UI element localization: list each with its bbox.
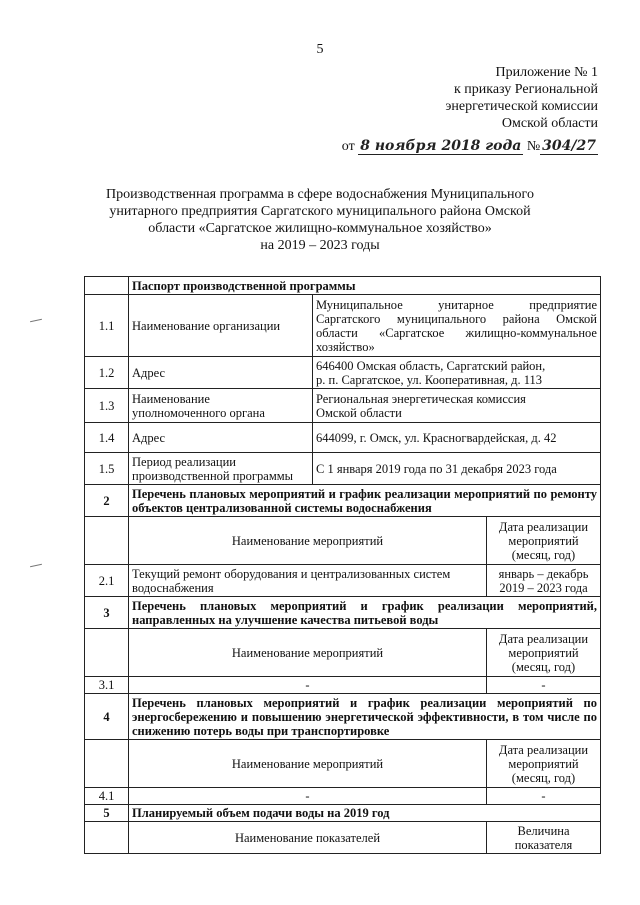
row-label xyxy=(129,389,313,423)
table-cell xyxy=(85,822,129,854)
row-name: - xyxy=(129,788,487,805)
row-number: 2.1 xyxy=(85,565,129,597)
order-prefix: от xyxy=(341,139,355,154)
table-cell xyxy=(85,740,129,788)
row-date: - xyxy=(487,677,601,694)
row-label-line: производственной программы xyxy=(132,468,294,483)
row-value xyxy=(313,357,601,389)
row-number: 1.2 xyxy=(85,357,129,389)
section-number: 3 xyxy=(85,597,129,629)
row-number: 1.3 xyxy=(85,389,129,423)
column-header-row xyxy=(85,822,601,854)
column-header-line: Дата реализации xyxy=(498,631,589,646)
row-label xyxy=(129,453,313,485)
column-header-name: Наименование мероприятий xyxy=(129,740,487,788)
column-header-name: Наименование мероприятий xyxy=(129,517,487,565)
section-header-row xyxy=(85,485,601,517)
row-date xyxy=(487,565,601,597)
row-value-line: Омской области xyxy=(316,405,402,420)
row-date: - xyxy=(487,788,601,805)
table-cell xyxy=(85,517,129,565)
section-title: Перечень плановых мероприятий и график реализации мероприятий по ремонту объектов централизованной системы водоснабжения xyxy=(129,485,601,517)
title-line: области «Саргатское жилищно-коммунальное хозяйство» xyxy=(148,221,492,236)
row-label: Адрес xyxy=(129,423,313,453)
row-number: 1.1 xyxy=(85,295,129,357)
table-row xyxy=(85,677,601,694)
row-value: Муниципальное унитарное предприятие Саргатского муниципального района Омской области «Саргатское жилищно-коммунальное хозяйство» xyxy=(313,295,601,357)
column-header-line: мероприятий xyxy=(508,645,579,660)
row-value-line: Региональная энергетическая комиссия xyxy=(316,391,526,406)
margin-mark xyxy=(30,564,42,567)
row-number: 1.5 xyxy=(85,453,129,485)
appendix-line: энергетической комиссии xyxy=(445,99,598,114)
appendix-line: к приказу Региональной xyxy=(453,82,598,97)
passport-header-row xyxy=(85,277,601,295)
order-date-handwritten: 8 ноября 2018 года xyxy=(360,138,522,154)
section-number: 2 xyxy=(85,485,129,517)
row-date-line: 2019 – 2023 года xyxy=(499,580,588,595)
row-number: 3.1 xyxy=(85,677,129,694)
column-header-name: Наименование показателей xyxy=(129,822,487,854)
column-header-line: (месяц, год) xyxy=(511,547,576,562)
column-header-date xyxy=(487,517,601,565)
table-row xyxy=(85,389,601,423)
column-header-value xyxy=(487,822,601,854)
row-value-line: р. п. Саргатское, ул. Кооперативная, д. 113 xyxy=(316,372,543,387)
section-title: Перечень плановых мероприятий и график реализации мероприятий, направленных на улучшение качества питьевой воды xyxy=(129,597,601,629)
column-header-line: (месяц, год) xyxy=(511,659,576,674)
row-value xyxy=(313,389,601,423)
title-line: унитарного предприятия Саргатского муниципального района Омской xyxy=(109,204,531,219)
column-header-line: мероприятий xyxy=(508,756,579,771)
row-number: 4.1 xyxy=(85,788,129,805)
column-header-date xyxy=(487,629,601,677)
column-header-line: показателя xyxy=(514,837,573,852)
order-reference xyxy=(342,138,598,155)
row-label: Адрес xyxy=(129,357,313,389)
row-name: Текущий ремонт оборудования и централизованных систем водоснабжения xyxy=(129,565,487,597)
document-title xyxy=(95,186,545,254)
table-row xyxy=(85,357,601,389)
passport-header: Паспорт производственной программы xyxy=(129,277,601,295)
page-number: 5 xyxy=(316,42,324,57)
section-number: 4 xyxy=(85,694,129,740)
column-header-line: Дата реализации xyxy=(498,519,589,534)
section-header-row xyxy=(85,805,601,822)
title-line: на 2019 – 2023 годы xyxy=(260,238,380,253)
row-number: 1.4 xyxy=(85,423,129,453)
row-date-line: январь – декабрь xyxy=(498,566,589,581)
table-row xyxy=(85,788,601,805)
column-header-line: (месяц, год) xyxy=(511,770,576,785)
section-title: Планируемый объем подачи воды на 2019 год xyxy=(129,805,601,822)
row-label-line: Период реализации xyxy=(132,454,236,469)
row-name: - xyxy=(129,677,487,694)
row-value: 644099, г. Омск, ул. Красногвардейская, д. 42 xyxy=(313,423,601,453)
column-header-line: Дата реализации xyxy=(498,742,589,757)
column-header-row xyxy=(85,740,601,788)
table-row xyxy=(85,295,601,357)
table-cell xyxy=(85,629,129,677)
column-header-line: мероприятий xyxy=(508,533,579,548)
row-value: С 1 января 2019 года по 31 декабря 2023 года xyxy=(313,453,601,485)
section-header-row xyxy=(85,694,601,740)
appendix-block xyxy=(378,64,598,132)
order-number-handwritten: 304/27 xyxy=(542,138,596,154)
row-value-line: 646400 Омская область, Саргатский район, xyxy=(316,358,546,373)
section-header-row xyxy=(85,597,601,629)
column-header-name: Наименование мероприятий xyxy=(129,629,487,677)
table-row xyxy=(85,423,601,453)
column-header-line: Величина xyxy=(517,823,570,838)
column-header-date xyxy=(487,740,601,788)
appendix-line: Приложение № 1 xyxy=(495,65,598,80)
appendix-line: Омской области xyxy=(501,116,598,131)
margin-mark xyxy=(30,319,42,322)
table-row xyxy=(85,453,601,485)
column-header-row xyxy=(85,517,601,565)
row-label-line: уполномоченного органа xyxy=(132,405,265,420)
section-title: Перечень плановых мероприятий и график реализации мероприятий по энергосбережению и повышению энергетической эффективности, в том числе по снижению потерь воды при транспортировке xyxy=(129,694,601,740)
row-label: Наименование организации xyxy=(129,295,313,357)
table-row xyxy=(85,565,601,597)
order-number-prefix: № xyxy=(526,139,541,154)
column-header-row xyxy=(85,629,601,677)
row-label-line: Наименование xyxy=(132,391,210,406)
section-number: 5 xyxy=(85,805,129,822)
title-line: Производственная программа в сфере водоснабжения Муниципального xyxy=(106,187,534,202)
table-cell xyxy=(85,277,129,295)
program-table xyxy=(84,276,601,854)
